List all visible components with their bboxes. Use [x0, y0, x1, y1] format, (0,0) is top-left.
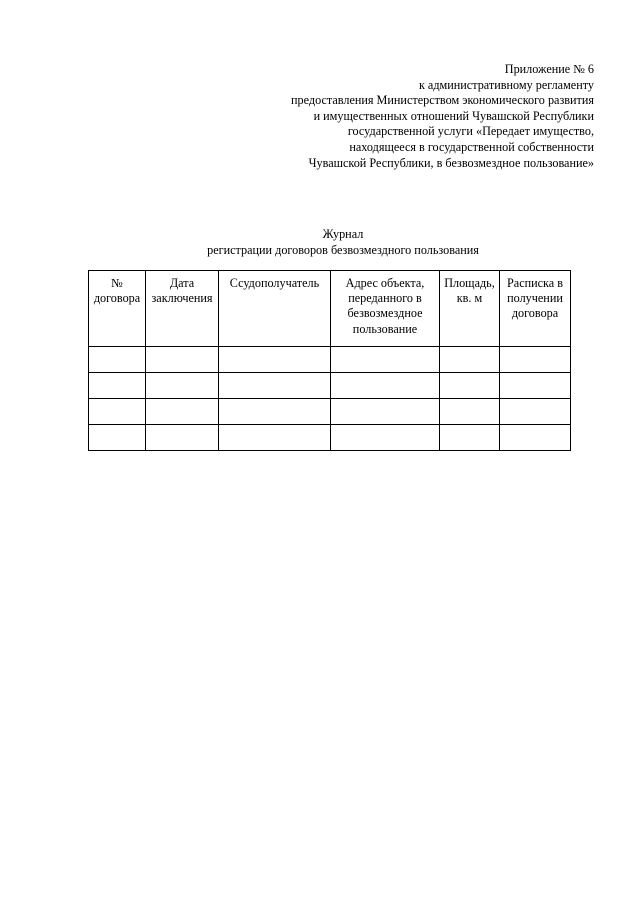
table-row — [89, 425, 571, 451]
header-text: № — [111, 276, 123, 290]
header-receipt — [500, 271, 571, 347]
table-cell — [89, 425, 146, 451]
table-cell — [331, 373, 440, 399]
journal-table-body — [89, 347, 571, 451]
header-text: Адрес объекта, — [345, 276, 425, 290]
table-cell — [146, 399, 219, 425]
header-text: получении — [507, 291, 563, 306]
header-text: договора — [511, 306, 559, 321]
table-cell — [219, 399, 331, 425]
journal-table-header — [89, 271, 571, 347]
table-cell — [146, 373, 219, 399]
header-text: безвозмездное — [347, 306, 423, 321]
table-cell — [331, 399, 440, 425]
appendix-note — [34, 62, 594, 171]
table-cell — [440, 399, 500, 425]
table-cell — [440, 373, 500, 399]
table-cell — [219, 425, 331, 451]
table-row — [89, 399, 571, 425]
header-object-address — [331, 271, 440, 347]
header-text: переданного в — [348, 291, 422, 306]
table-cell — [440, 347, 500, 373]
appendix-line: государственной услуги «Передает имущество, — [347, 124, 594, 139]
appendix-line: и имущественных отношений Чувашской Республики — [313, 108, 594, 123]
header-contract-date — [146, 271, 219, 347]
table-cell — [500, 399, 571, 425]
table-cell — [500, 347, 571, 373]
appendix-line: Чувашской Республики, в безвозмездное пользование» — [308, 155, 594, 170]
table-row — [89, 373, 571, 399]
table-cell — [89, 399, 146, 425]
appendix-line: находящееся в государственной собственности — [349, 139, 594, 154]
table-cell — [500, 425, 571, 451]
table-cell — [146, 347, 219, 373]
header-area — [440, 271, 500, 347]
header-contract-number — [89, 271, 146, 347]
table-cell — [146, 425, 219, 451]
header-text: договора — [93, 291, 141, 306]
table-cell — [89, 347, 146, 373]
appendix-line: к административному регламенту — [418, 77, 594, 92]
table-cell — [219, 347, 331, 373]
header-text: Площадь, — [444, 276, 495, 290]
header-text: Расписка в — [507, 276, 563, 290]
table-cell — [331, 425, 440, 451]
journal-title — [0, 227, 640, 258]
appendix-line: предоставления Министерством экономического развития — [291, 93, 594, 108]
header-text: кв. м — [456, 291, 483, 306]
journal-title-line: Журнал — [322, 227, 364, 241]
table-cell — [440, 425, 500, 451]
header-text: заключения — [151, 291, 213, 306]
journal-subtitle-line: регистрации договоров безвозмездного пользования — [207, 242, 479, 257]
header-text: Ссудополучатель — [229, 276, 320, 290]
header-row — [89, 271, 571, 347]
table-row — [89, 347, 571, 373]
appendix-line: Приложение № 6 — [504, 62, 594, 76]
table-cell — [219, 373, 331, 399]
journal-table — [88, 270, 571, 451]
header-text: пользование — [352, 321, 418, 336]
table-cell — [89, 373, 146, 399]
header-borrower — [219, 271, 331, 347]
header-text: Дата — [169, 276, 195, 290]
table-cell — [331, 347, 440, 373]
table-cell — [500, 373, 571, 399]
